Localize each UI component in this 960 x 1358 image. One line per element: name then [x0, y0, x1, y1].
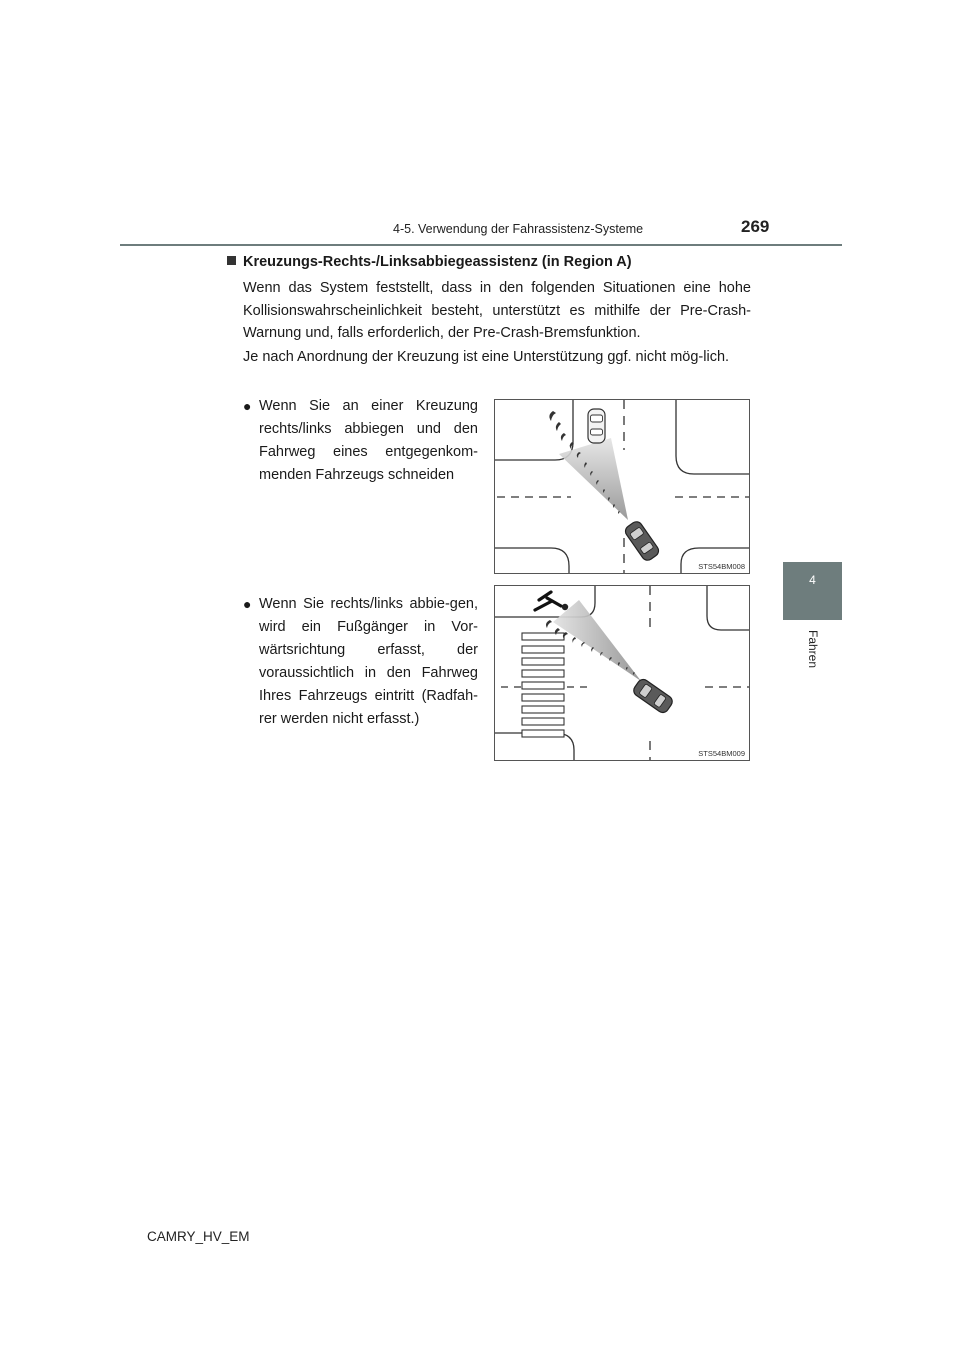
bullet-dot-icon: ●: [243, 398, 252, 414]
figure-code: STS54BM008: [698, 562, 745, 571]
header-section-title: 4-5. Verwendung der Fahrassistenz-Systeme: [393, 222, 644, 236]
page-number: 269: [741, 217, 770, 236]
bullet-item: [243, 395, 478, 487]
own-car-icon: [623, 519, 661, 562]
pedestrian-icon: [535, 592, 568, 610]
header-rule: [120, 244, 842, 246]
own-car-icon: [631, 677, 674, 715]
bullet-item: [243, 593, 478, 731]
figure-code: STS54BM009: [698, 749, 745, 758]
oncoming-car-icon: [588, 409, 605, 443]
chapter-label: Fahren: [806, 630, 820, 669]
section-heading-text: Kreuzungs-Rechts-/Linksabbiegeassistenz (in Region A): [243, 254, 632, 270]
footer-model-code: CAMRY_HV_EM: [147, 1229, 250, 1244]
chapter-tab: [783, 562, 842, 620]
intersection-oncoming-illustration: [495, 400, 749, 573]
section-heading: [227, 254, 632, 270]
note-paragraph: Je nach Anordnung der Kreuzung ist eine Unterstützung ggf. nicht mög-lich.: [243, 349, 730, 365]
bullet-dot-icon: ●: [243, 596, 252, 612]
crosswalk-icon: [522, 633, 564, 737]
bullet-text: Wenn Sie an einer Kreuzung rechts/links abbiegen und den Fahrweg eines entgegenkom-menden Fahrzeugs schneiden: [259, 398, 478, 483]
intersection-pedestrian-illustration: [495, 586, 749, 760]
intro-paragraph: Wenn das System feststellt, dass in den folgenden Situationen eine hohe Kollisionswahrscheinlichkeit besteht, unterstützt es mithilfe der Pre-Crash-Warnung und, falls erforderlich, der Pre-Crash-Bremsfunktion.: [243, 280, 751, 341]
bullet-text: Wenn Sie rechts/links abbie-gen, wird ein Fußgänger in Vor-wärtsrichtung erfasst, der voraussichtlich in den Fahrweg Ihres Fahrzeugs eintritt (Radfah-rer werden nicht erfasst.): [259, 596, 478, 727]
figure-pedestrian: [494, 585, 750, 761]
heading-square-icon: [227, 256, 236, 265]
chapter-number: 4: [809, 573, 816, 587]
figure-oncoming-vehicle: [494, 399, 750, 574]
